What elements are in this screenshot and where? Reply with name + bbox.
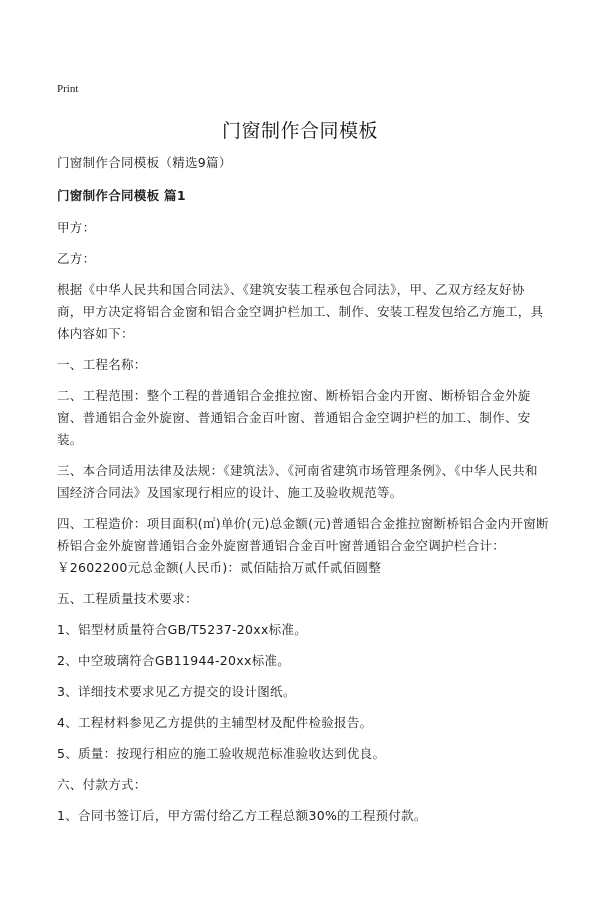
clause-quality-requirements: 五、工程质量技术要求： bbox=[57, 591, 198, 606]
requirement-item: 4、工程材料参见乙方提供的主辅型材及配件检验报告。 bbox=[57, 715, 373, 730]
requirement-item: 3、详细技术要求见乙方提交的设计图纸。 bbox=[57, 684, 296, 699]
requirement-item: 5、质量：按现行相应的施工验收规范标准验收达到优良。 bbox=[57, 746, 386, 761]
clause-project-name: 一、工程名称： bbox=[57, 357, 147, 372]
requirement-item: 2、中空玻璃符合GB11944-20xx标准。 bbox=[57, 653, 291, 668]
clause-payment-method: 六、付款方式： bbox=[57, 777, 147, 792]
print-label[interactable]: Print bbox=[57, 83, 79, 95]
section-heading: 门窗制作合同模板 篇1 bbox=[57, 188, 186, 203]
page-title: 门窗制作合同模板 bbox=[221, 120, 378, 142]
party-b-line: 乙方： bbox=[57, 251, 96, 266]
payment-item: 1、合同书签订后，甲方需付给乙方工程总额30%的工程预付款。 bbox=[57, 808, 427, 823]
document-subtitle: 门窗制作合同模板（精选9篇） bbox=[57, 155, 232, 170]
clause-applicable-law: 三、本合同适用法律及法规：《建筑法》、《河南省建筑市场管理条例》、《中华人民共和国经济合同法》及国家现行相应的设计、施工及验收规范等。 bbox=[57, 463, 538, 500]
clause-project-cost: 四、工程造价：项目面积(㎡)单价(元)总金额(元)普通铝合金推拉窗断桥铝合金内开窗断桥铝合金外旋窗普通铝合金外旋窗普通铝合金百叶窗普通铝合金空调护栏合计：￥2602200元总金额(人民币)：贰佰陆拾万贰仟贰佰圆整 bbox=[57, 516, 549, 575]
requirement-item: 1、铝型材质量符合GB/T5237-20xx标准。 bbox=[57, 622, 308, 637]
intro-paragraph: 根据《中华人民共和国合同法》、《建筑安装工程承包合同法》，甲、乙双方经友好协商，甲方决定将铝合金窗和铝合金空调护栏加工、制作、安装工程发包给乙方施工，具体内容如下： bbox=[57, 282, 544, 341]
document-body bbox=[57, 152, 549, 836]
clause-project-scope: 二、工程范围：整个工程的普通铝合金推拉窗、断桥铝合金内开窗、断桥铝合金外旋窗、普通铝合金外旋窗、普通铝合金百叶窗、普通铝合金空调护栏的加工、制作、安装。 bbox=[57, 388, 531, 447]
party-a-line: 甲方： bbox=[57, 220, 96, 235]
